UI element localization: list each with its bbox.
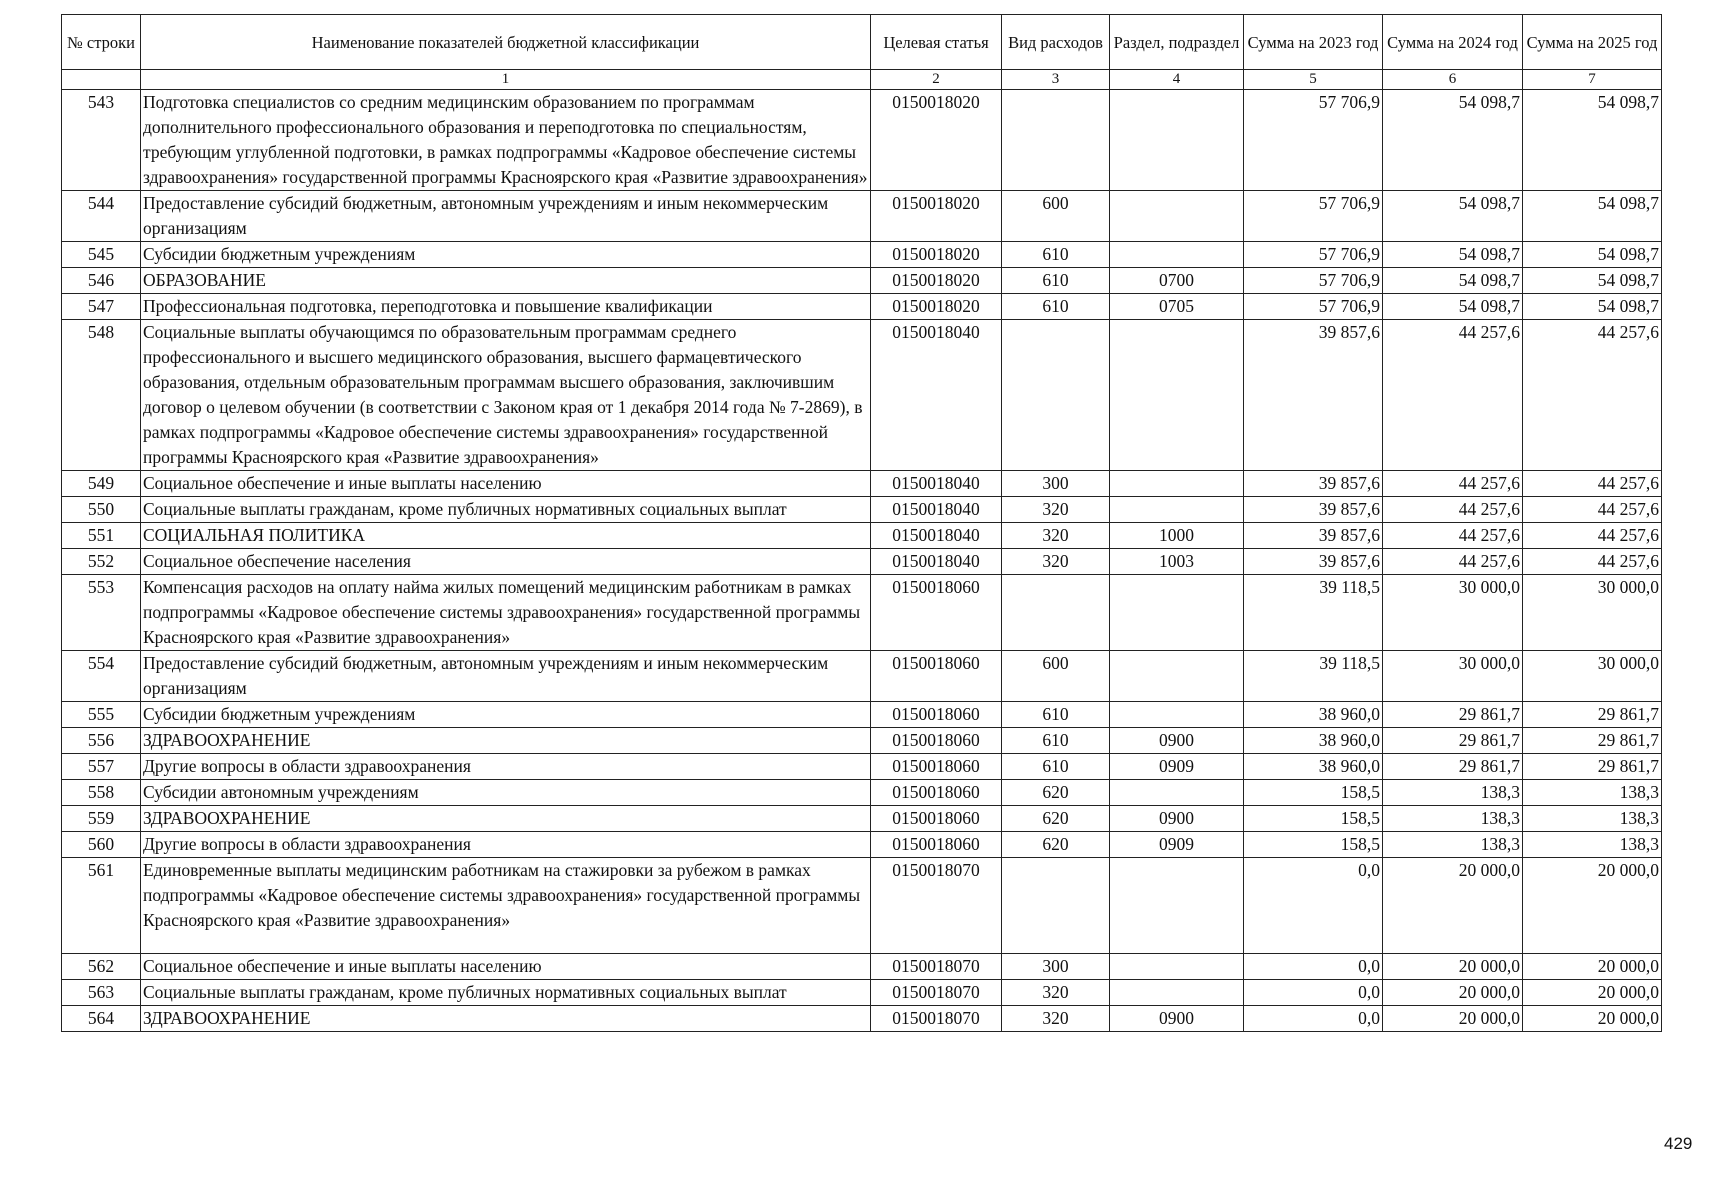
expense-kind: 300 (1002, 471, 1110, 497)
column-number-row (62, 70, 1662, 90)
sum-2024: 44 257,6 (1383, 523, 1523, 549)
expense-kind: 320 (1002, 497, 1110, 523)
sum-2025: 54 098,7 (1523, 191, 1662, 242)
budget-table (61, 14, 1662, 1032)
sum-2024: 54 098,7 (1383, 90, 1523, 191)
sum-2023: 39 118,5 (1244, 575, 1383, 651)
sum-2025: 44 257,6 (1523, 523, 1662, 549)
sum-2025: 54 098,7 (1523, 90, 1662, 191)
sum-2025: 138,3 (1523, 780, 1662, 806)
table-row (62, 191, 1662, 242)
column-number: 2 (871, 70, 1002, 90)
row-number: 551 (62, 523, 141, 549)
section-code: 1003 (1110, 549, 1244, 575)
section-code (1110, 320, 1244, 471)
sum-2024: 20 000,0 (1383, 1006, 1523, 1032)
section-code (1110, 980, 1244, 1006)
sum-2024: 20 000,0 (1383, 858, 1523, 954)
expense-kind: 320 (1002, 1006, 1110, 1032)
target-article: 0150018040 (871, 523, 1002, 549)
table-row (62, 728, 1662, 754)
sum-2025: 29 861,7 (1523, 728, 1662, 754)
row-name: Субсидии автономным учреждениям (141, 780, 871, 806)
expense-kind: 600 (1002, 191, 1110, 242)
sum-2024: 138,3 (1383, 832, 1523, 858)
row-number: 557 (62, 754, 141, 780)
row-number: 544 (62, 191, 141, 242)
target-article: 0150018060 (871, 754, 1002, 780)
row-number: 553 (62, 575, 141, 651)
row-name: Социальное обеспечение и иные выплаты населению (141, 471, 871, 497)
sum-2023: 57 706,9 (1244, 191, 1383, 242)
header-sum-2023: Сумма на 2023 год (1244, 15, 1383, 70)
header-section: Раздел, подраздел (1110, 15, 1244, 70)
sum-2025: 44 257,6 (1523, 320, 1662, 471)
table-row (62, 320, 1662, 471)
table-row (62, 858, 1662, 954)
sum-2025: 20 000,0 (1523, 1006, 1662, 1032)
sum-2025: 29 861,7 (1523, 702, 1662, 728)
sum-2023: 38 960,0 (1244, 702, 1383, 728)
expense-kind: 320 (1002, 549, 1110, 575)
sum-2024: 20 000,0 (1383, 980, 1523, 1006)
target-article: 0150018040 (871, 497, 1002, 523)
row-name: Предоставление субсидий бюджетным, автономным учреждениям и иным некоммерческим организациям (141, 651, 871, 702)
row-name: Другие вопросы в области здравоохранения (141, 754, 871, 780)
row-number: 558 (62, 780, 141, 806)
row-name: Социальное обеспечение и иные выплаты населению (141, 954, 871, 980)
sum-2025: 138,3 (1523, 832, 1662, 858)
header-sum-2024: Сумма на 2024 год (1383, 15, 1523, 70)
sum-2023: 0,0 (1244, 954, 1383, 980)
sum-2023: 158,5 (1244, 780, 1383, 806)
target-article: 0150018040 (871, 320, 1002, 471)
row-name: Субсидии бюджетным учреждениям (141, 242, 871, 268)
sum-2024: 138,3 (1383, 806, 1523, 832)
column-number: 3 (1002, 70, 1110, 90)
target-article: 0150018040 (871, 549, 1002, 575)
expense-kind: 300 (1002, 954, 1110, 980)
sum-2024: 30 000,0 (1383, 575, 1523, 651)
table-row (62, 523, 1662, 549)
row-name: Профессиональная подготовка, переподготовка и повышение квалификации (141, 294, 871, 320)
row-number: 556 (62, 728, 141, 754)
column-number (62, 70, 141, 90)
expense-kind (1002, 320, 1110, 471)
row-name: Субсидии бюджетным учреждениям (141, 702, 871, 728)
section-code: 0900 (1110, 1006, 1244, 1032)
sum-2025: 20 000,0 (1523, 858, 1662, 954)
target-article: 0150018060 (871, 832, 1002, 858)
table-row (62, 497, 1662, 523)
target-article: 0150018070 (871, 954, 1002, 980)
section-code (1110, 497, 1244, 523)
header-name: Наименование показателей бюджетной классификации (141, 15, 871, 70)
section-code (1110, 242, 1244, 268)
row-number: 550 (62, 497, 141, 523)
table-row (62, 471, 1662, 497)
sum-2023: 0,0 (1244, 980, 1383, 1006)
row-name: Компенсация расходов на оплату найма жилых помещений медицинским работникам в рамках подпрограммы «Кадровое обеспечение системы здравоохранения» государственной программы Красноярского края «Развитие здравоохранения» (141, 575, 871, 651)
sum-2024: 44 257,6 (1383, 497, 1523, 523)
sum-2025: 54 098,7 (1523, 242, 1662, 268)
sum-2024: 54 098,7 (1383, 242, 1523, 268)
expense-kind: 320 (1002, 980, 1110, 1006)
section-code (1110, 90, 1244, 191)
sum-2023: 57 706,9 (1244, 242, 1383, 268)
sum-2025: 54 098,7 (1523, 268, 1662, 294)
row-name: Предоставление субсидий бюджетным, автономным учреждениям и иным некоммерческим организациям (141, 191, 871, 242)
row-number: 555 (62, 702, 141, 728)
row-name: Социальное обеспечение населения (141, 549, 871, 575)
row-number: 548 (62, 320, 141, 471)
sum-2024: 44 257,6 (1383, 320, 1523, 471)
row-number: 560 (62, 832, 141, 858)
target-article: 0150018070 (871, 858, 1002, 954)
sum-2023: 39 857,6 (1244, 497, 1383, 523)
section-code (1110, 780, 1244, 806)
sum-2023: 38 960,0 (1244, 728, 1383, 754)
section-code: 0900 (1110, 728, 1244, 754)
sum-2023: 38 960,0 (1244, 754, 1383, 780)
section-code: 0909 (1110, 754, 1244, 780)
section-code: 1000 (1110, 523, 1244, 549)
header-expense-kind: Вид расходов (1002, 15, 1110, 70)
column-number: 5 (1244, 70, 1383, 90)
table-row (62, 90, 1662, 191)
sum-2024: 54 098,7 (1383, 191, 1523, 242)
row-number: 564 (62, 1006, 141, 1032)
row-number: 543 (62, 90, 141, 191)
column-number: 1 (141, 70, 871, 90)
table-row (62, 806, 1662, 832)
sum-2024: 54 098,7 (1383, 294, 1523, 320)
sum-2025: 29 861,7 (1523, 754, 1662, 780)
table-row (62, 980, 1662, 1006)
row-name: Подготовка специалистов со средним медицинским образованием по программам дополнительного профессионального образования и переподготовка по специальностям, требующим углубленной подготовки, в рамках подпрограммы «Кадровое обеспечение системы здравоохранения» государственной программы Красноярского края «Развитие здравоохранения» (141, 90, 871, 191)
row-number: 562 (62, 954, 141, 980)
row-number: 552 (62, 549, 141, 575)
table-row (62, 575, 1662, 651)
expense-kind (1002, 858, 1110, 954)
sum-2023: 57 706,9 (1244, 90, 1383, 191)
target-article: 0150018060 (871, 806, 1002, 832)
sum-2025: 20 000,0 (1523, 954, 1662, 980)
sum-2025: 138,3 (1523, 806, 1662, 832)
sum-2024: 44 257,6 (1383, 549, 1523, 575)
expense-kind: 620 (1002, 832, 1110, 858)
sum-2023: 39 857,6 (1244, 471, 1383, 497)
sum-2025: 30 000,0 (1523, 575, 1662, 651)
section-code (1110, 651, 1244, 702)
section-code: 0900 (1110, 806, 1244, 832)
sum-2024: 54 098,7 (1383, 268, 1523, 294)
expense-kind (1002, 575, 1110, 651)
table-row (62, 702, 1662, 728)
row-name: ЗДРАВООХРАНЕНИЕ (141, 806, 871, 832)
header-target-article: Целевая статья (871, 15, 1002, 70)
target-article: 0150018020 (871, 268, 1002, 294)
table-row (62, 268, 1662, 294)
sum-2025: 44 257,6 (1523, 497, 1662, 523)
target-article: 0150018060 (871, 702, 1002, 728)
header-row (62, 15, 1662, 70)
row-number: 554 (62, 651, 141, 702)
sum-2025: 54 098,7 (1523, 294, 1662, 320)
sum-2023: 39 857,6 (1244, 320, 1383, 471)
section-code (1110, 702, 1244, 728)
row-name: Другие вопросы в области здравоохранения (141, 832, 871, 858)
target-article: 0150018060 (871, 575, 1002, 651)
sum-2024: 29 861,7 (1383, 754, 1523, 780)
table-row (62, 832, 1662, 858)
sum-2024: 138,3 (1383, 780, 1523, 806)
sum-2023: 0,0 (1244, 858, 1383, 954)
expense-kind: 610 (1002, 294, 1110, 320)
header-sum-2025: Сумма на 2025 год (1523, 15, 1662, 70)
target-article: 0150018070 (871, 980, 1002, 1006)
sum-2023: 57 706,9 (1244, 268, 1383, 294)
section-code: 0909 (1110, 832, 1244, 858)
expense-kind: 610 (1002, 242, 1110, 268)
sum-2023: 39 118,5 (1244, 651, 1383, 702)
row-name: ОБРАЗОВАНИЕ (141, 268, 871, 294)
table-row (62, 954, 1662, 980)
section-code (1110, 858, 1244, 954)
sum-2023: 158,5 (1244, 806, 1383, 832)
column-number: 7 (1523, 70, 1662, 90)
column-number: 6 (1383, 70, 1523, 90)
target-article: 0150018060 (871, 780, 1002, 806)
expense-kind: 320 (1002, 523, 1110, 549)
row-name: Социальные выплаты гражданам, кроме публичных нормативных социальных выплат (141, 497, 871, 523)
section-code: 0705 (1110, 294, 1244, 320)
target-article: 0150018040 (871, 471, 1002, 497)
section-code (1110, 575, 1244, 651)
target-article: 0150018020 (871, 90, 1002, 191)
row-name: СОЦИАЛЬНАЯ ПОЛИТИКА (141, 523, 871, 549)
target-article: 0150018060 (871, 651, 1002, 702)
sum-2024: 29 861,7 (1383, 728, 1523, 754)
row-number: 549 (62, 471, 141, 497)
row-number: 563 (62, 980, 141, 1006)
sum-2024: 30 000,0 (1383, 651, 1523, 702)
table-row (62, 651, 1662, 702)
row-name: ЗДРАВООХРАНЕНИЕ (141, 728, 871, 754)
target-article: 0150018020 (871, 294, 1002, 320)
sum-2023: 158,5 (1244, 832, 1383, 858)
table-row (62, 754, 1662, 780)
sum-2023: 57 706,9 (1244, 294, 1383, 320)
sum-2023: 39 857,6 (1244, 523, 1383, 549)
expense-kind: 600 (1002, 651, 1110, 702)
section-code (1110, 191, 1244, 242)
target-article: 0150018020 (871, 191, 1002, 242)
section-code: 0700 (1110, 268, 1244, 294)
target-article: 0150018070 (871, 1006, 1002, 1032)
sum-2025: 20 000,0 (1523, 980, 1662, 1006)
header-row-number: № строки (62, 15, 141, 70)
expense-kind: 610 (1002, 728, 1110, 754)
sum-2025: 44 257,6 (1523, 549, 1662, 575)
table-row (62, 294, 1662, 320)
row-number: 561 (62, 858, 141, 954)
row-number: 545 (62, 242, 141, 268)
expense-kind: 610 (1002, 268, 1110, 294)
section-code (1110, 471, 1244, 497)
target-article: 0150018020 (871, 242, 1002, 268)
sum-2025: 44 257,6 (1523, 471, 1662, 497)
row-name: ЗДРАВООХРАНЕНИЕ (141, 1006, 871, 1032)
table-row (62, 242, 1662, 268)
sum-2024: 20 000,0 (1383, 954, 1523, 980)
row-number: 546 (62, 268, 141, 294)
expense-kind (1002, 90, 1110, 191)
table-row (62, 780, 1662, 806)
sum-2024: 29 861,7 (1383, 702, 1523, 728)
row-name: Социальные выплаты обучающимся по образовательным программам среднего профессионального и высшего медицинского образования, высшего фармацевтического образования, отдельным образовательным программам высшего образования, заключившим договор о целевом обучении (в соответствии с Законом края от 1 декабря 2014 года № 7-2869), в рамках подпрограммы «Кадровое обеспечение системы здравоохранения» государственной программы Красноярского края «Развитие здравоохранения» (141, 320, 871, 471)
sum-2023: 0,0 (1244, 1006, 1383, 1032)
row-number: 559 (62, 806, 141, 832)
expense-kind: 610 (1002, 702, 1110, 728)
expense-kind: 610 (1002, 754, 1110, 780)
sum-2025: 30 000,0 (1523, 651, 1662, 702)
table-row (62, 1006, 1662, 1032)
target-article: 0150018060 (871, 728, 1002, 754)
section-code (1110, 954, 1244, 980)
table-row (62, 549, 1662, 575)
expense-kind: 620 (1002, 780, 1110, 806)
sum-2024: 44 257,6 (1383, 471, 1523, 497)
expense-kind: 620 (1002, 806, 1110, 832)
page-number: 429 (1664, 1134, 1693, 1153)
column-number: 4 (1110, 70, 1244, 90)
sum-2023: 39 857,6 (1244, 549, 1383, 575)
row-number: 547 (62, 294, 141, 320)
row-name: Единовременные выплаты медицинским работникам на стажировки за рубежом в рамках подпрограммы «Кадровое обеспечение системы здравоохранения» государственной программы Красноярского края «Развитие здравоохранения» (141, 858, 871, 954)
table-body (62, 90, 1662, 1032)
row-name: Социальные выплаты гражданам, кроме публичных нормативных социальных выплат (141, 980, 871, 1006)
